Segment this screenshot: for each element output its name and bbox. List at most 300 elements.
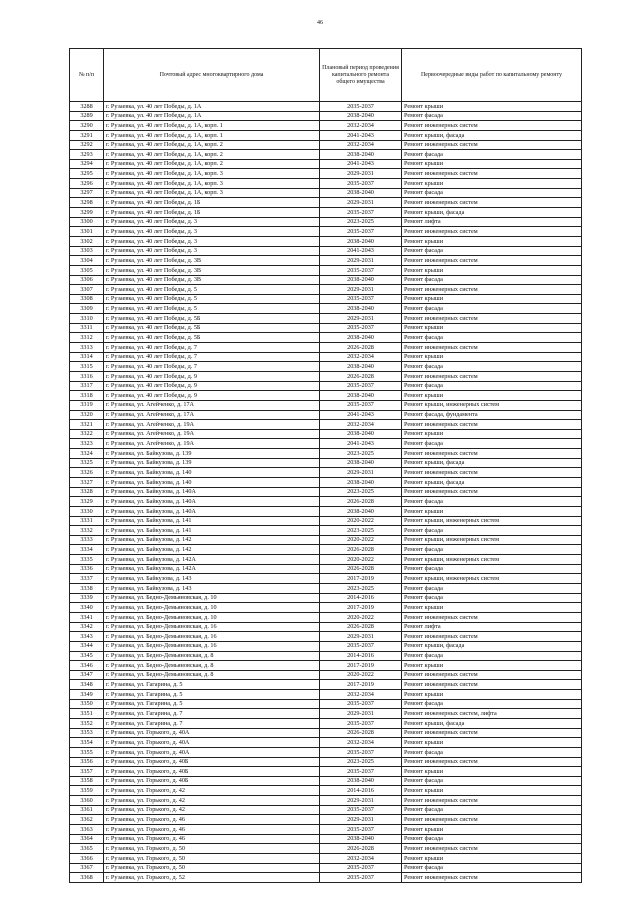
row-number: 3317 (70, 381, 104, 391)
table-row (70, 111, 582, 121)
table-row (70, 477, 582, 487)
row-address: г. Рузаевка, ул. 40 лет Победы, д. 9 (104, 371, 320, 381)
row-works: Ремонт инженерных систем (402, 121, 582, 131)
row-address: г. Рузаевка, ул. Бедно-Демьяновская, д. 10 (104, 603, 320, 613)
row-number: 3344 (70, 641, 104, 651)
row-period: 2026-2028 (320, 564, 402, 574)
row-number: 3367 (70, 863, 104, 873)
row-number: 3347 (70, 670, 104, 680)
table-row (70, 140, 582, 150)
row-works: Ремонт крыши, фасада (402, 641, 582, 651)
row-address: г. Рузаевка, ул. Бедно-Демьяновская, д. 10 (104, 612, 320, 622)
table-row (70, 815, 582, 825)
row-address: г. Рузаевка, ул. Агейченко, д. 17А (104, 400, 320, 410)
row-address: г. Рузаевка, ул. 40 лет Победы, д. 1А, корп. 2 (104, 159, 320, 169)
row-period: 2038-2040 (320, 458, 402, 468)
row-period: 2035-2037 (320, 805, 402, 815)
row-number: 3355 (70, 747, 104, 757)
row-number: 3351 (70, 709, 104, 719)
row-number: 3324 (70, 449, 104, 459)
header-period: Плановый период проведения капитального ремонта общего имущества (320, 49, 402, 102)
row-number: 3330 (70, 506, 104, 516)
capital-repair-table (69, 48, 582, 883)
row-address: г. Рузаевка, ул. Байкузова, д. 140А (104, 506, 320, 516)
row-number: 3299 (70, 208, 104, 218)
row-works: Ремонт фасада (402, 362, 582, 372)
row-works: Ремонт фасада (402, 545, 582, 555)
row-period: 2017-2019 (320, 574, 402, 584)
row-works: Ремонт фасада (402, 526, 582, 536)
row-period: 2035-2037 (320, 323, 402, 333)
row-period: 2026-2028 (320, 371, 402, 381)
row-address: г. Рузаевка, ул. 40 лет Победы, д. 5 (104, 294, 320, 304)
row-works: Ремонт инженерных систем (402, 468, 582, 478)
row-works: Ремонт крыши, фасада (402, 130, 582, 140)
table-row (70, 719, 582, 729)
row-works: Ремонт крыши (402, 506, 582, 516)
row-works: Ремонт крыши, инженерных систем (402, 535, 582, 545)
row-address: г. Рузаевка, ул. Горького, д. 46 (104, 834, 320, 844)
table-row (70, 786, 582, 796)
row-works: Ремонт инженерных систем (402, 680, 582, 690)
row-works: Ремонт инженерных систем (402, 449, 582, 459)
row-address: г. Рузаевка, ул. Байкузова, д. 142А (104, 555, 320, 565)
row-address: г. Рузаевка, ул. Байкузова, д. 139 (104, 449, 320, 459)
row-address: г. Рузаевка, ул. 40 лет Победы, д. 1Б (104, 198, 320, 208)
row-address: г. Рузаевка, ул. 40 лет Победы, д. 3В (104, 256, 320, 266)
row-number: 3362 (70, 815, 104, 825)
table-row (70, 844, 582, 854)
row-address: г. Рузаевка, ул. Горького, д. 40А (104, 728, 320, 738)
row-number: 3326 (70, 468, 104, 478)
row-number: 3298 (70, 198, 104, 208)
table-row (70, 670, 582, 680)
row-period: 2041-2043 (320, 410, 402, 420)
row-address: г. Рузаевка, ул. 40 лет Победы, д. 1А (104, 102, 320, 112)
row-number: 3318 (70, 391, 104, 401)
row-works: Ремонт инженерных систем (402, 728, 582, 738)
row-number: 3302 (70, 236, 104, 246)
row-works: Ремонт инженерных систем (402, 487, 582, 497)
row-period: 2029-2031 (320, 198, 402, 208)
table-row (70, 555, 582, 565)
row-works: Ремонт инженерных систем (402, 371, 582, 381)
row-period: 2038-2040 (320, 188, 402, 198)
row-number: 3307 (70, 285, 104, 295)
table-row (70, 130, 582, 140)
row-period: 2029-2031 (320, 468, 402, 478)
row-address: г. Рузаевка, ул. Горького, д. 52 (104, 873, 320, 883)
row-address: г. Рузаевка, ул. 40 лет Победы, д. 9 (104, 391, 320, 401)
table-row (70, 699, 582, 709)
table-row (70, 265, 582, 275)
row-period: 2038-2040 (320, 236, 402, 246)
table-row (70, 343, 582, 353)
table-row (70, 690, 582, 700)
row-number: 3308 (70, 294, 104, 304)
table-row (70, 256, 582, 266)
row-works: Ремонт инженерных систем (402, 140, 582, 150)
page-number: 46 (317, 20, 323, 26)
row-period: 2020-2022 (320, 516, 402, 526)
table-row (70, 400, 582, 410)
row-address: г. Рузаевка, ул. 40 лет Победы, д. 1А, корп. 2 (104, 140, 320, 150)
row-period: 2035-2037 (320, 699, 402, 709)
row-works: Ремонт крыши (402, 690, 582, 700)
table-row (70, 516, 582, 526)
row-address: г. Рузаевка, ул. Байкузова, д. 142А (104, 564, 320, 574)
row-address: г. Рузаевка, ул. Байкузова, д. 140А (104, 497, 320, 507)
row-address: г. Рузаевка, ул. Агейченко, д. 19А (104, 420, 320, 430)
row-period: 2029-2031 (320, 709, 402, 719)
row-address: г. Рузаевка, ул. Горького, д. 40А (104, 738, 320, 748)
row-works: Ремонт фасада (402, 497, 582, 507)
row-address: г. Рузаевка, ул. Агейченко, д. 19А (104, 429, 320, 439)
table-row (70, 709, 582, 719)
table-row (70, 449, 582, 459)
table-row (70, 506, 582, 516)
row-works: Ремонт крыши, инженерных систем (402, 400, 582, 410)
row-address: г. Рузаевка, ул. 40 лет Победы, д. 5Б (104, 314, 320, 324)
row-number: 3309 (70, 304, 104, 314)
row-number: 3319 (70, 400, 104, 410)
row-address: г. Рузаевка, ул. Агейченко, д. 19А (104, 439, 320, 449)
row-address: г. Рузаевка, ул. 40 лет Победы, д. 1А, корп. 3 (104, 169, 320, 179)
row-number: 3301 (70, 227, 104, 237)
row-address: г. Рузаевка, ул. Байкузова, д. 142 (104, 545, 320, 555)
row-works: Ремонт инженерных систем (402, 285, 582, 295)
table-row (70, 497, 582, 507)
row-address: г. Рузаевка, ул. Гагарина, д. 5 (104, 690, 320, 700)
row-address: г. Рузаевка, ул. Байкузова, д. 142 (104, 535, 320, 545)
table-row (70, 420, 582, 430)
row-number: 3353 (70, 728, 104, 738)
row-address: г. Рузаевка, ул. Горького, д. 40А (104, 747, 320, 757)
row-works: Ремонт фасада (402, 304, 582, 314)
row-works: Ремонт крыши (402, 786, 582, 796)
row-address: г. Рузаевка, ул. 40 лет Победы, д. 1А, корп. 2 (104, 150, 320, 160)
table-row (70, 429, 582, 439)
row-period: 2032-2034 (320, 853, 402, 863)
row-period: 2038-2040 (320, 333, 402, 343)
row-period: 2023-2025 (320, 217, 402, 227)
row-address: г. Рузаевка, ул. Бедно-Демьяновская, д. 8 (104, 651, 320, 661)
row-number: 3339 (70, 593, 104, 603)
row-period: 2020-2022 (320, 555, 402, 565)
row-address: г. Рузаевка, ул. Гагарина, д. 7 (104, 719, 320, 729)
row-address: г. Рузаевка, ул. Байкузова, д. 141 (104, 526, 320, 536)
row-works: Ремонт фасада (402, 564, 582, 574)
row-period: 2014-2016 (320, 651, 402, 661)
row-period: 2020-2022 (320, 612, 402, 622)
row-address: г. Рузаевка, ул. 40 лет Победы, д. 1А, корп. 1 (104, 121, 320, 131)
row-period: 2026-2028 (320, 622, 402, 632)
table-row (70, 574, 582, 584)
row-period: 2041-2043 (320, 159, 402, 169)
table-row (70, 198, 582, 208)
row-address: г. Рузаевка, ул. 40 лет Победы, д. 3 (104, 246, 320, 256)
row-works: Ремонт фасада (402, 188, 582, 198)
table-row (70, 593, 582, 603)
row-address: г. Рузаевка, ул. Горького, д. 46 (104, 825, 320, 835)
table-row (70, 439, 582, 449)
row-works: Ремонт крыши (402, 603, 582, 613)
row-period: 2038-2040 (320, 150, 402, 160)
row-period: 2038-2040 (320, 391, 402, 401)
row-period: 2029-2031 (320, 169, 402, 179)
row-number: 3327 (70, 477, 104, 487)
header-works: Первоочередные виды работ по капитальному ремонту (402, 49, 582, 102)
table-row (70, 805, 582, 815)
table-row (70, 738, 582, 748)
row-number: 3348 (70, 680, 104, 690)
row-works: Ремонт инженерных систем (402, 844, 582, 854)
table-row (70, 381, 582, 391)
row-works: Ремонт крыши (402, 429, 582, 439)
row-works: Ремонт крыши (402, 391, 582, 401)
table-row (70, 179, 582, 189)
row-period: 2041-2043 (320, 439, 402, 449)
row-number: 3313 (70, 343, 104, 353)
row-works: Ремонт крыши (402, 738, 582, 748)
row-number: 3356 (70, 757, 104, 767)
row-period: 2023-2025 (320, 449, 402, 459)
row-period: 2035-2037 (320, 767, 402, 777)
row-works: Ремонт фасада (402, 834, 582, 844)
row-number: 3296 (70, 179, 104, 189)
row-number: 3291 (70, 130, 104, 140)
row-number: 3361 (70, 805, 104, 815)
table-row (70, 584, 582, 594)
row-address: г. Рузаевка, ул. Гагарина, д. 5 (104, 699, 320, 709)
row-period: 2035-2037 (320, 208, 402, 218)
row-works: Ремонт инженерных систем (402, 670, 582, 680)
row-period: 2035-2037 (320, 863, 402, 873)
row-period: 2038-2040 (320, 304, 402, 314)
table-row (70, 246, 582, 256)
table-row (70, 776, 582, 786)
row-period: 2035-2037 (320, 873, 402, 883)
row-number: 3345 (70, 651, 104, 661)
table-row (70, 468, 582, 478)
row-address: г. Рузаевка, ул. Горького, д. 50 (104, 844, 320, 854)
table-row (70, 352, 582, 362)
row-number: 3315 (70, 362, 104, 372)
row-address: г. Рузаевка, ул. 40 лет Победы, д. 3В (104, 265, 320, 275)
row-number: 3357 (70, 767, 104, 777)
row-number: 3290 (70, 121, 104, 131)
row-address: г. Рузаевка, ул. Горького, д. 50 (104, 863, 320, 873)
row-works: Ремонт фасада (402, 246, 582, 256)
row-period: 2017-2019 (320, 680, 402, 690)
row-works: Ремонт инженерных систем (402, 343, 582, 353)
table-row (70, 767, 582, 777)
row-works: Ремонт фасада (402, 333, 582, 343)
table-row (70, 121, 582, 131)
row-number: 3294 (70, 159, 104, 169)
row-address: г. Рузаевка, ул. Горького, д. 42 (104, 805, 320, 815)
row-number: 3349 (70, 690, 104, 700)
row-address: г. Рузаевка, ул. 40 лет Победы, д. 1Б (104, 208, 320, 218)
row-works: Ремонт крыши (402, 661, 582, 671)
row-address: г. Рузаевка, ул. 40 лет Победы, д. 3 (104, 217, 320, 227)
row-period: 2038-2040 (320, 111, 402, 121)
row-works: Ремонт крыши (402, 767, 582, 777)
row-works: Ремонт крыши (402, 179, 582, 189)
table-row (70, 314, 582, 324)
row-address: г. Рузаевка, ул. Горького, д. 50 (104, 853, 320, 863)
row-address: г. Рузаевка, ул. Горького, д. 40Б (104, 767, 320, 777)
row-number: 3292 (70, 140, 104, 150)
row-number: 3329 (70, 497, 104, 507)
row-number: 3340 (70, 603, 104, 613)
row-address: г. Рузаевка, ул. 40 лет Победы, д. 5 (104, 285, 320, 295)
table-row (70, 757, 582, 767)
table-row (70, 362, 582, 372)
row-period: 2029-2031 (320, 796, 402, 806)
row-number: 3322 (70, 429, 104, 439)
row-period: 2032-2034 (320, 121, 402, 131)
row-number: 3306 (70, 275, 104, 285)
row-period: 2017-2019 (320, 661, 402, 671)
row-period: 2029-2031 (320, 285, 402, 295)
table-row (70, 458, 582, 468)
row-number: 3321 (70, 420, 104, 430)
row-address: г. Рузаевка, ул. Бедно-Демьяновская, д. 8 (104, 661, 320, 671)
row-period: 2032-2034 (320, 140, 402, 150)
row-works: Ремонт фасада (402, 863, 582, 873)
row-number: 3325 (70, 458, 104, 468)
row-period: 2035-2037 (320, 825, 402, 835)
row-number: 3312 (70, 333, 104, 343)
table-row (70, 236, 582, 246)
row-works: Ремонт крыши, фасада (402, 719, 582, 729)
row-period: 2023-2025 (320, 584, 402, 594)
row-period: 2041-2043 (320, 130, 402, 140)
row-period: 2020-2022 (320, 670, 402, 680)
row-number: 3368 (70, 873, 104, 883)
table-row (70, 217, 582, 227)
row-address: г. Рузаевка, ул. 40 лет Победы, д. 5 (104, 304, 320, 314)
table-row (70, 863, 582, 873)
row-address: г. Рузаевка, ул. Бедно-Демьяновская, д. 10 (104, 593, 320, 603)
row-period: 2026-2028 (320, 343, 402, 353)
row-period: 2023-2025 (320, 526, 402, 536)
row-period: 2026-2028 (320, 497, 402, 507)
table-header-row (70, 49, 582, 102)
row-address: г. Рузаевка, ул. Горького, д. 46 (104, 815, 320, 825)
row-works: Ремонт крыши, фасада (402, 208, 582, 218)
row-address: г. Рузаевка, ул. 40 лет Победы, д. 3В (104, 275, 320, 285)
table-row (70, 796, 582, 806)
row-works: Ремонт крыши (402, 102, 582, 112)
row-address: г. Рузаевка, ул. Горького, д. 40Б (104, 757, 320, 767)
row-period: 2038-2040 (320, 275, 402, 285)
row-number: 3293 (70, 150, 104, 160)
header-num: № п/п (70, 49, 104, 102)
row-address: г. Рузаевка, ул. 40 лет Победы, д. 7 (104, 352, 320, 362)
row-works: Ремонт инженерных систем (402, 796, 582, 806)
row-works: Ремонт крыши (402, 352, 582, 362)
row-number: 3364 (70, 834, 104, 844)
row-period: 2038-2040 (320, 776, 402, 786)
table-row (70, 391, 582, 401)
row-number: 3360 (70, 796, 104, 806)
row-number: 3334 (70, 545, 104, 555)
row-number: 3316 (70, 371, 104, 381)
table-row (70, 680, 582, 690)
table-row (70, 333, 582, 343)
row-period: 2017-2019 (320, 603, 402, 613)
table-row (70, 535, 582, 545)
table-body (70, 102, 582, 883)
table-row (70, 622, 582, 632)
row-address: г. Рузаевка, ул. Байкузова, д. 143 (104, 574, 320, 584)
row-period: 2014-2016 (320, 593, 402, 603)
table-row (70, 651, 582, 661)
row-number: 3358 (70, 776, 104, 786)
row-number: 3335 (70, 555, 104, 565)
row-period: 2014-2016 (320, 786, 402, 796)
row-works: Ремонт крыши (402, 825, 582, 835)
row-period: 2035-2037 (320, 227, 402, 237)
table-row (70, 159, 582, 169)
row-works: Ремонт фасада (402, 381, 582, 391)
row-number: 3354 (70, 738, 104, 748)
row-number: 3341 (70, 612, 104, 622)
row-address: г. Рузаевка, ул. Гагарина, д. 7 (104, 709, 320, 719)
row-works: Ремонт лифта (402, 622, 582, 632)
row-period: 2032-2034 (320, 738, 402, 748)
row-number: 3311 (70, 323, 104, 333)
row-address: г. Рузаевка, ул. Гагарина, д. 5 (104, 680, 320, 690)
row-address: г. Рузаевка, ул. 40 лет Победы, д. 9 (104, 381, 320, 391)
table-row (70, 188, 582, 198)
row-address: г. Рузаевка, ул. Байкузова, д. 141 (104, 516, 320, 526)
row-works: Ремонт фасада, фундамента (402, 410, 582, 420)
row-address: г. Рузаевка, ул. Горького, д. 40Б (104, 776, 320, 786)
row-period: 2038-2040 (320, 429, 402, 439)
row-address: г. Рузаевка, ул. Агейченко, д. 17А (104, 410, 320, 420)
table-row (70, 728, 582, 738)
row-works: Ремонт инженерных систем (402, 314, 582, 324)
row-period: 2038-2040 (320, 834, 402, 844)
row-number: 3359 (70, 786, 104, 796)
table-row (70, 304, 582, 314)
table-row (70, 285, 582, 295)
table-row (70, 371, 582, 381)
row-works: Ремонт инженерных систем (402, 198, 582, 208)
row-works: Ремонт фасада (402, 651, 582, 661)
row-works: Ремонт фасада (402, 584, 582, 594)
row-number: 3323 (70, 439, 104, 449)
table-row (70, 632, 582, 642)
row-number: 3295 (70, 169, 104, 179)
row-works: Ремонт лифта (402, 217, 582, 227)
row-period: 2032-2034 (320, 690, 402, 700)
row-works: Ремонт инженерных систем (402, 632, 582, 642)
row-number: 3366 (70, 853, 104, 863)
table-row (70, 873, 582, 883)
row-works: Ремонт крыши (402, 294, 582, 304)
table-row (70, 834, 582, 844)
row-address: г. Рузаевка, ул. Байкузова, д. 140 (104, 468, 320, 478)
row-period: 2035-2037 (320, 265, 402, 275)
row-works: Ремонт инженерных систем (402, 227, 582, 237)
table-row (70, 275, 582, 285)
table-row (70, 603, 582, 613)
row-works: Ремонт фасада (402, 776, 582, 786)
